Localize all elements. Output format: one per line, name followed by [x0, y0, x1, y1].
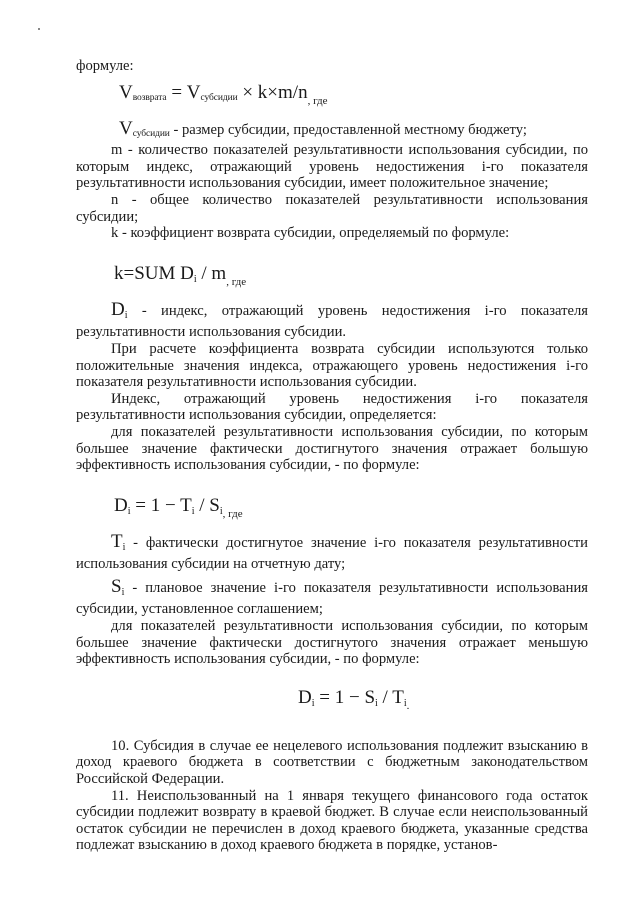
formula-d-negative: $Di = 1 - Si / Ti_.$	[298, 686, 410, 712]
s-definition: $S_i$ - плановое значение i-го показателя результативности использования субсидии, установленное соглашением;	[76, 575, 588, 618]
document-page	[76, 58, 588, 854]
scan-dot	[38, 28, 40, 30]
d-definition: $D_i$ - индекс, отражающий уровень недостижения i-го показателя результативности использования субсидии.	[76, 298, 588, 341]
text-line: формуле:	[76, 58, 134, 74]
formula-v-return: $V_{возврата} = V_{субсидии} \times k\times m/n_{, где}$	[119, 81, 328, 107]
section-11: 11. Неиспользованный на 1 января текущего финансового года остаток субсидии подлежит возврату в краевой бюджет. В случае если неиспользованный остаток субсидии не перечислен в доход краевого бюджета, указанные средства подлежат взысканию в доход краевого бюджета в порядке, установ-	[76, 787, 588, 854]
positive-values-paragraph: При расчете коэффициента возврата субсидии используются только положительные значения индекса, отражающего уровень недостижения i-го показателя результативности использования субсидии.	[76, 340, 588, 391]
n-definition: n - общее количество показателей результативности использования субсидии;	[76, 191, 588, 225]
formula-d-positive: $Di = 1 - Ti / Si_{, где}$	[114, 494, 243, 520]
section-10: 10. Субсидия в случае ее нецелевого использования подлежит взысканию в доход краевого бюджета в соответствии с бюджетным законодательством Российской Федерации.	[76, 737, 588, 788]
greater-is-better-paragraph: для показателей результативности использования субсидии, по которым большее значение фактически достигнутого значения отражает большую эффективность использования субсидии, - по формуле:	[76, 423, 588, 474]
formula-k: k=SUM Di / $m_{, где}$	[114, 262, 247, 288]
v-definition: $V_{субсидии}$ - размер субсидии, предоставленной местному бюджету;	[119, 117, 527, 139]
m-definition: m - количество показателей результативности использования субсидии, по которым индекс, отражающий уровень недостижения i-го показателя результативности использования субсидии, имеет положительное значение;	[76, 142, 588, 192]
t-definition: $T_i$ - фактически достигнутое значение i-го показателя результативности использования субсидии на отчетную дату;	[76, 530, 588, 573]
k-definition: k - коэффициент возврата субсидии, определяемый по формуле:	[111, 225, 510, 242]
index-paragraph: Индекс, отражающий уровень недостижения i-го показателя результативности использования субсидии, определяется:	[76, 390, 588, 424]
greater-is-worse-paragraph: для показателей результативности использования субсидии, по которым большее значение фактически достигнутого значения отражает меньшую эффективность использования субсидии, - по формуле:	[76, 618, 588, 668]
